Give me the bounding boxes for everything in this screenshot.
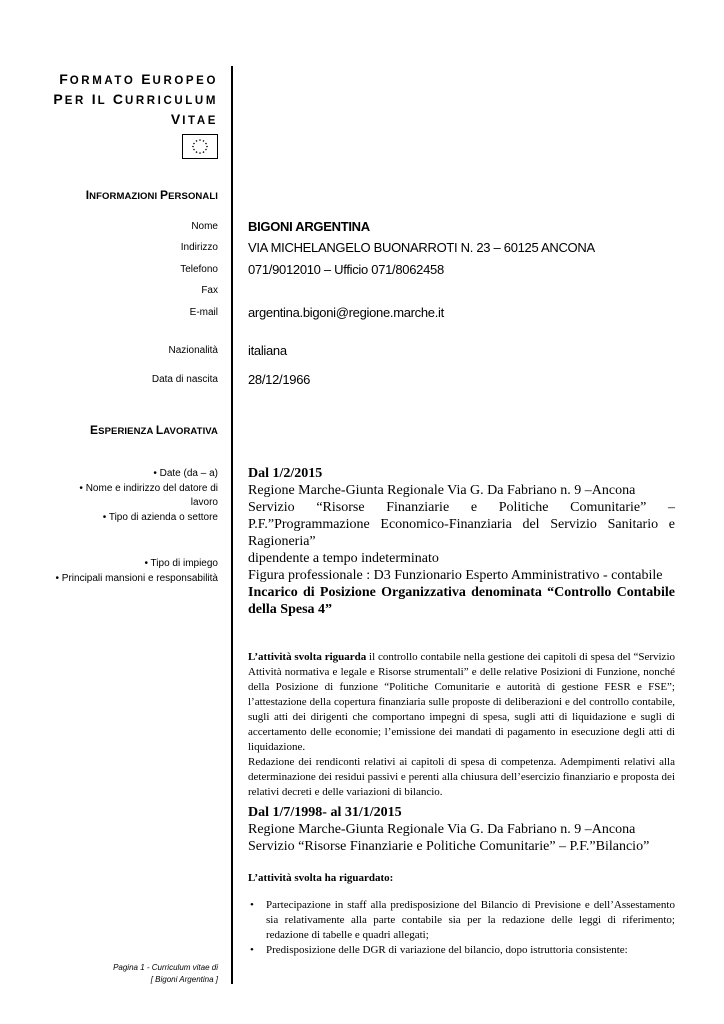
- job1-activity-text: il controllo contabile nella gestione dei capitoli di spesa del “Servizio Attività normativa e legale e Risorse strumentali” e delle relative Posizioni di Funzione, nonché della Posizione di funzione “Politiche Comunitarie e autorità di gestione FESR e FSE”; l’attestazione della copertura finanziaria sulle proposte di deliberazioni e del controllo contabile, sugli atti dei dirigenti che comportano impegni di spesa, sugli atti di liquidazione e sugli di accertamento delle economie; l’emissione dei mandati di pagamento in esecuzione degli atti di liquidazione.: [248, 651, 675, 753]
- job2-activity: [248, 871, 675, 886]
- label-nationality: Nazionalità: [168, 345, 218, 356]
- job-1: [248, 465, 675, 618]
- job2-date: Dal 1/7/1998- al 31/1/2015: [248, 805, 402, 820]
- job1-sector: Servizio “Risorse Finanziarie e Politiche Comunitarie” – P.F.”Programmazione Economico-Finanziaria del Servizio Sanitario e Ragioneria”: [248, 500, 675, 549]
- value-name: BIGONI ARGENTINA: [248, 219, 370, 234]
- cv-title: [28, 70, 218, 130]
- job2-sector: Servizio “Risorse Finanziarie e Politiche Comunitarie” – P.F.”Bilancio”: [248, 839, 650, 854]
- label-phone: Telefono: [180, 264, 218, 275]
- work-experience-heading: ESPERIENZA LAVORATIVA: [90, 423, 218, 437]
- label-email: E-mail: [189, 307, 218, 318]
- label-birthdate: Data di nascita: [151, 374, 218, 385]
- job1-job-type: dipendente a tempo indeterminato: [248, 551, 439, 566]
- job1-employer: Regione Marche-Giunta Regionale Via G. Da Fabriano n. 9 –Ancona: [248, 483, 636, 498]
- label-dates: • Date (da – a): [153, 468, 218, 479]
- job2-bullet-list: [248, 898, 675, 958]
- job1-assignment: Incarico di Posizione Organizzativa denominata “Controllo Contabile della Spesa 4”: [248, 585, 675, 617]
- job1-role: Figura professionale : D3 Funzionario Esperto Amministrativo - contabile: [248, 568, 663, 583]
- job1-activity-lead: L’attività svolta riguarda: [248, 651, 367, 663]
- job2-bullets: [248, 898, 675, 958]
- value-phone: 071/9012010 – Ufficio 071/8062458: [248, 262, 444, 277]
- value-email[interactable]: argentina.bigoni@regione.marche.it: [248, 305, 444, 320]
- job1-activity-text-2: Redazione dei rendiconti relativi ai capitoli di spesa di competenza. Adempimenti relativi alla determinazione dei residui passivi e perenti alla chiusura dell’esercizio finanziario e proposta dei relativi decreti e delle variazioni di bilancio.: [248, 756, 675, 798]
- value-birthdate: 28/12/1966: [248, 372, 311, 387]
- eu-stars-icon: [183, 135, 217, 158]
- value-address: VIA MICHELANGELO BUONARROTI N. 23 – 60125 ANCONA: [248, 240, 595, 255]
- label-duties: • Principali mansioni e responsabilità: [55, 573, 218, 584]
- label-company-type: • Tipo di azienda o settore: [102, 512, 218, 523]
- job1-activity-paragraph: [248, 650, 675, 755]
- title-line-3: VITAE: [170, 111, 218, 127]
- job1-activity: [248, 650, 675, 800]
- label-fax: Fax: [201, 285, 218, 296]
- eu-flag-icon: [182, 134, 218, 159]
- label-address: Indirizzo: [180, 242, 218, 253]
- title-line-1: FORMATO EUROPEO: [59, 71, 218, 87]
- column-divider: [231, 66, 233, 984]
- label-employer: • Nome e indirizzo del datore di lavoro: [79, 483, 218, 508]
- title-line-2: PER IL CURRICULUM: [53, 91, 218, 107]
- job-2: [248, 804, 675, 855]
- job2-bullet-1: • Partecipazione in staff alla predisposizione del Bilancio di Previsione e dell’Assestamento sia relativamente alla parte contabile sia per la redazione delle leggi di riferimento; redazione di tabelle e quadri allegati;: [248, 898, 675, 943]
- footer-line-1: Pagina 1 - Curriculum vitae di: [113, 963, 218, 972]
- job1-date: Dal 1/2/2015: [248, 466, 323, 481]
- footer-line-2: [ Bigoni Argentina ]: [150, 975, 218, 984]
- label-name: Nome: [191, 221, 218, 232]
- personal-info-heading: INFORMAZIONI PERSONALI: [85, 188, 218, 202]
- page-footer: [18, 962, 218, 986]
- value-nationality: italiana: [248, 343, 287, 358]
- job2-activity-lead: L’attività svolta ha riguardato:: [248, 872, 394, 884]
- label-job-type: • Tipo di impiego: [144, 558, 218, 569]
- job2-employer: Regione Marche-Giunta Regionale Via G. Da Fabriano n. 9 –Ancona: [248, 822, 636, 837]
- job2-bullet-2: • Predisposizione delle DGR di variazione del bilancio, dopo istruttoria consistente:: [248, 943, 675, 958]
